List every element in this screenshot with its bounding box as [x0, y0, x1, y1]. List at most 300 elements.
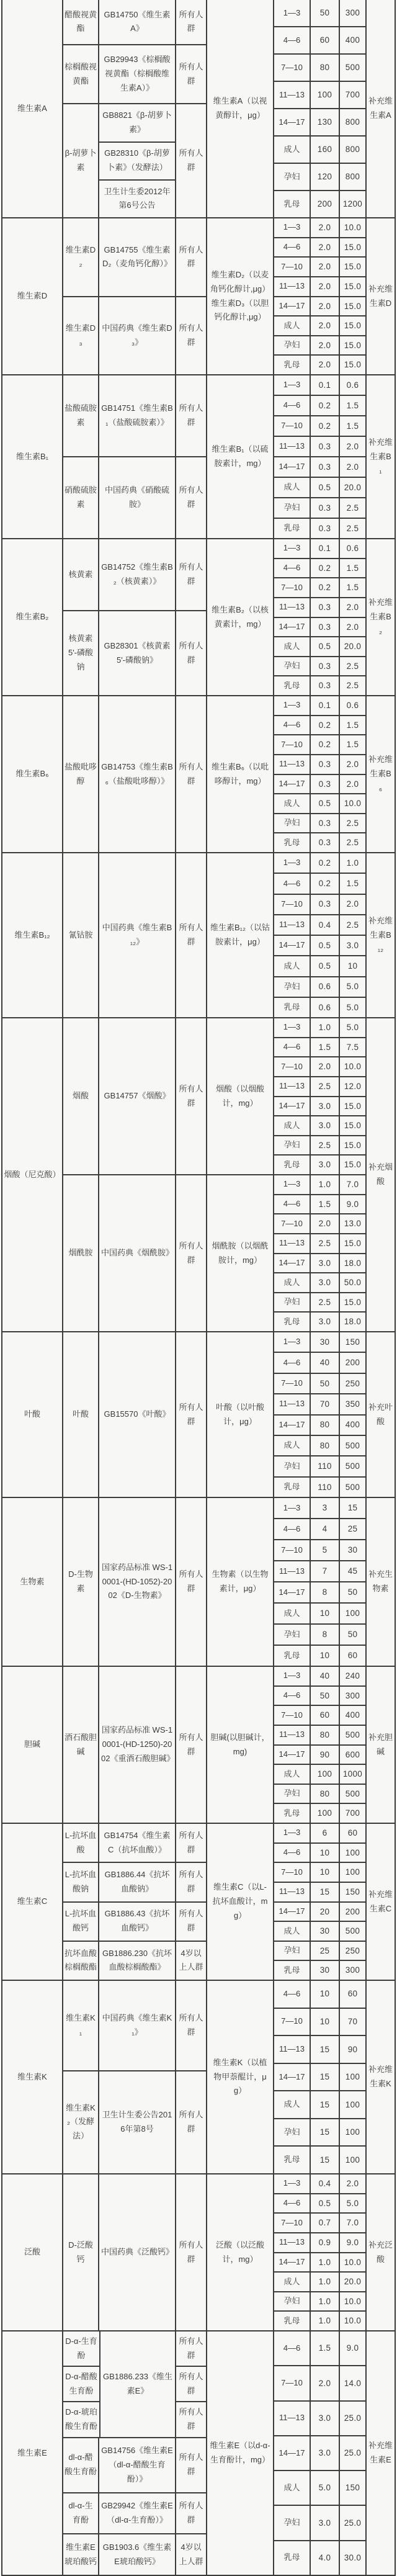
- data-row: [274, 715, 365, 735]
- max-value-cell: 15.0: [344, 321, 362, 331]
- age-group-cell: 乳母: [274, 1156, 311, 1174]
- compound-row: [63, 103, 206, 217]
- unit-cell: 生物素（以生物素计，μg）: [207, 1498, 274, 1666]
- max-value-cell: 18.0: [344, 1258, 362, 1268]
- data-row: [274, 2271, 365, 2291]
- unit-cell: 维生素B₁（以硫胺素计，mg）: [207, 375, 274, 538]
- min-value-cell: 3.0: [311, 2402, 340, 2435]
- section-body: [63, 2174, 367, 2330]
- max-value-cell: 150: [345, 2483, 360, 2493]
- age-group-cell: 乳母: [274, 676, 311, 695]
- max-value-cell: 15.0: [344, 1121, 362, 1131]
- population-cell: 所有人群: [179, 148, 203, 173]
- max-value-cell: 700: [345, 1808, 360, 1818]
- max-value-cell: 25.0: [344, 2448, 362, 2458]
- subsection: [63, 1824, 367, 1980]
- standard-cell: GB1886.43《抗坏血酸钙》: [99, 1903, 176, 1941]
- population-cell: 所有人群: [179, 562, 203, 586]
- standard-cell: GB29943《棕榈酸视黄酯（棕榈酸维生素A）》: [99, 45, 176, 104]
- data-row: [274, 2008, 365, 2035]
- compound-cell: 维生素D₂: [63, 218, 99, 296]
- min-value-cell: 3.0: [311, 1273, 340, 1292]
- max-value-cell: 25.0: [344, 2413, 362, 2423]
- data-row: [274, 135, 365, 163]
- compound-cell: 核黄素: [63, 539, 99, 610]
- max-value-cell: 5.0: [346, 982, 359, 992]
- data-row: [274, 1476, 365, 1497]
- min-value-cell: 0.2: [311, 559, 340, 578]
- population-cell: 4岁以上人群: [179, 2542, 203, 2566]
- populations-stack: [176, 2331, 206, 2437]
- subsection: [63, 853, 367, 1017]
- standard-cell: 中国药典《维生素B₁₂》: [99, 853, 176, 1017]
- data-row: [274, 2252, 365, 2272]
- max-value-cell: 2.5: [346, 818, 359, 828]
- nutrient-section: [2, 375, 395, 539]
- data-row: [274, 1393, 365, 1414]
- data-row: [274, 1960, 365, 1980]
- min-value-cell: 7: [311, 1561, 340, 1581]
- standard-cell: GB28310《β-胡萝卜素》（发酵法）: [99, 141, 175, 179]
- subsection: [63, 1018, 367, 1174]
- compound-block: [63, 1498, 207, 1666]
- age-group-cell: 7—10: [274, 1540, 311, 1560]
- min-value-cell: 2.0: [311, 356, 340, 374]
- age-group-cell: 4—6: [274, 1981, 311, 2008]
- nutrient-section: [2, 2174, 395, 2331]
- min-value-cell: 10: [311, 2009, 340, 2035]
- standard-cell: 中国药典《维生素K₁》: [99, 1981, 176, 2070]
- max-value-cell: 50: [347, 1630, 358, 1640]
- age-group-cell: 成人: [274, 1765, 311, 1784]
- nutrient-cell: 维生素C: [2, 1824, 63, 1980]
- data-row: [274, 558, 365, 578]
- age-group-cell: 乳母: [274, 2541, 311, 2575]
- max-value-cell: 14.0: [344, 2378, 362, 2388]
- data-row: [274, 1941, 365, 1960]
- age-group-cell: 11—13: [274, 1561, 311, 1581]
- max-value-cell: 15.0: [344, 1140, 362, 1150]
- min-value-cell: 3.0: [311, 1254, 340, 1273]
- compound-row: [63, 2070, 206, 2173]
- data-row: [274, 675, 365, 695]
- unit-cell: 维生素B₆（以吡哆醇计，mg）: [207, 696, 274, 852]
- nutrient-section: [2, 2331, 395, 2576]
- age-group-cell: 14—17: [274, 1903, 311, 1921]
- min-value-cell: 4: [311, 1519, 340, 1539]
- age-group-cell: 1—3: [274, 1824, 311, 1842]
- data-row: [274, 1272, 365, 1292]
- max-value-cell: 15.0: [344, 301, 362, 311]
- max-value-cell: 300: [345, 8, 360, 18]
- age-group-cell: 乳母: [274, 1961, 311, 1980]
- compound-row: [63, 1901, 206, 1941]
- data-row: [274, 296, 365, 316]
- data-row: [274, 256, 365, 276]
- standard-cell: GB28301《核黄素5'-磷酸钠》: [99, 611, 176, 695]
- data-row: [274, 1435, 365, 1455]
- compound-cell: 棕榈酸视黄酯: [63, 45, 99, 104]
- max-value-cell: 0.6: [346, 701, 359, 710]
- nutrient-cell: 维生素E: [2, 2331, 63, 2575]
- age-group-cell: 4—6: [274, 1519, 311, 1539]
- section-body: [63, 1018, 367, 1331]
- max-value-cell: 15.0: [344, 262, 362, 272]
- data-row: [274, 1056, 365, 1076]
- data-row: [274, 2310, 365, 2330]
- max-value-cell: 800: [345, 172, 360, 182]
- data-row: [274, 1744, 365, 1764]
- age-value-block: [274, 539, 367, 695]
- compound-cell: 盐酸吡哆醇: [63, 696, 99, 852]
- max-value-cell: 5.0: [346, 2198, 359, 2208]
- data-row: [274, 2505, 365, 2539]
- section-body: [63, 539, 367, 695]
- standard-cell: GB14753《维生素B₆（盐酸吡哆醇）》: [99, 696, 176, 852]
- compound-cell: D-α-醋酸生育酚: [63, 2366, 99, 2401]
- max-value-cell: 10.0: [344, 799, 362, 809]
- data-row: [274, 894, 365, 914]
- max-value-cell: 60: [347, 1651, 358, 1661]
- max-value-cell: 25.0: [344, 2518, 362, 2528]
- min-value-cell: 2.0: [311, 218, 340, 237]
- age-group-cell: 14—17: [274, 1416, 311, 1435]
- subsection: [63, 2174, 367, 2330]
- max-value-cell: 60: [347, 1828, 358, 1838]
- data-row: [274, 2291, 365, 2311]
- min-value-cell: 3: [311, 1498, 340, 1518]
- min-value-cell: 80: [311, 1436, 340, 1455]
- standard-cell: 卫生计生委2012年第6号公告: [99, 179, 175, 217]
- age-value-block: [274, 1981, 367, 2173]
- min-value-cell: 0.3: [311, 618, 340, 637]
- min-value-cell: 0.5: [311, 637, 340, 656]
- min-value-cell: 0.3: [311, 775, 340, 794]
- age-group-cell: 乳母: [274, 1313, 311, 1331]
- max-value-cell: 12.0: [344, 1081, 362, 1091]
- data-row: [274, 997, 365, 1017]
- min-value-cell: 0.3: [311, 598, 340, 617]
- compound-row: [63, 2331, 206, 2437]
- population-cell: 所有人群: [179, 2013, 203, 2037]
- age-group-cell: 乳母: [274, 833, 311, 852]
- compound-cell: 盐酸硫胺素: [63, 375, 99, 456]
- population-cell: 所有人群: [179, 761, 203, 786]
- min-value-cell: 0.3: [311, 657, 340, 676]
- age-group-cell: 成人: [274, 794, 311, 813]
- standard-cell: GB14750《维生素A》: [99, 0, 176, 44]
- min-value-cell: 50: [311, 0, 340, 26]
- age-group-cell: 4—6: [274, 716, 311, 735]
- population-cell: 所有人群: [179, 1084, 203, 1108]
- compound-cell: 叶酸: [63, 1332, 99, 1497]
- population-cell: 所有人群: [179, 1732, 203, 1756]
- age-group-cell: 11—13: [274, 1883, 311, 1901]
- min-value-cell: 0.2: [311, 416, 340, 436]
- nutrient-cell: 胆碱: [2, 1667, 63, 1823]
- function-cell: 补充维生素B₁₂: [368, 915, 393, 954]
- max-value-cell: 800: [345, 117, 360, 127]
- age-group-cell: 7—10: [274, 1057, 311, 1076]
- population-cell: 所有人群: [179, 323, 203, 347]
- age-group-cell: 成人: [274, 1273, 311, 1292]
- max-value-cell: 10.0: [344, 223, 362, 232]
- compound-row: [63, 1667, 206, 1823]
- max-value-cell: 500: [345, 1730, 360, 1739]
- function-cell: 补充维生素B₆: [368, 755, 393, 792]
- nutrient-cell: 生物素: [2, 1498, 63, 1666]
- age-group-cell: 7—10: [274, 1863, 311, 1882]
- data-row: [274, 2193, 365, 2213]
- min-value-cell: 5.0: [311, 2471, 340, 2505]
- standard-cell: GB14751《维生素B₁（盐酸硫胺素）》: [99, 375, 176, 456]
- subsection: [63, 1174, 367, 1331]
- standard-cell: GB14757《烟酸》: [99, 1018, 176, 1174]
- standard-cell: 中国药典《烟酰胺》: [99, 1175, 176, 1331]
- age-group-cell: 1—3: [274, 696, 311, 715]
- compound-cell: 硝酸硫胺素: [63, 457, 99, 538]
- min-value-cell: 15: [311, 2119, 340, 2146]
- standard-cell: GB1886.230《抗坏血酸棕榈酸酯》: [99, 1942, 176, 1980]
- age-group-cell: 11—13: [274, 2036, 311, 2063]
- section-body: [63, 1667, 367, 1823]
- data-row: [274, 636, 365, 656]
- max-value-cell: 15.0: [344, 340, 362, 350]
- min-value-cell: 0.3: [311, 833, 340, 852]
- compound-cell: dl-α-生育酚: [63, 2493, 99, 2534]
- standard-cell: 卫生计生委公告2016年第8号: [99, 2071, 176, 2173]
- age-group-cell: 4—6: [274, 1038, 311, 1057]
- max-value-cell: 5.0: [346, 1002, 359, 1012]
- age-group-cell: 4—6: [274, 1195, 311, 1214]
- compounds-stack: [63, 2331, 100, 2437]
- min-value-cell: 4.0: [311, 2541, 340, 2575]
- data-row: [274, 2118, 365, 2146]
- min-value-cell: 0.5: [311, 794, 340, 813]
- age-group-cell: 孕妇: [274, 2119, 311, 2146]
- data-row: [274, 1154, 365, 1174]
- standard-cell: GB15570《叶酸》: [99, 1332, 176, 1497]
- data-row: [274, 734, 365, 754]
- max-value-cell: 70: [347, 2017, 358, 2027]
- max-value-cell: 2.0: [346, 602, 359, 612]
- function-cell: 补充维生素C: [368, 1889, 393, 1913]
- max-value-cell: 1.5: [346, 583, 359, 593]
- function-cell: 补充维生素B₂: [368, 598, 393, 635]
- age-group-cell: 11—13: [274, 755, 311, 774]
- max-value-cell: 15.0: [344, 1297, 362, 1307]
- age-group-cell: 成人: [274, 2471, 311, 2505]
- compound-cell: β-胡萝卜素: [63, 104, 99, 217]
- data-row: [274, 2365, 365, 2400]
- compound-row: [63, 1498, 206, 1666]
- function-cell: 补充泛酸: [368, 2240, 393, 2264]
- nutrient-cell: 维生素B₁₂: [2, 853, 63, 1017]
- section-body: [63, 853, 367, 1017]
- min-value-cell: 0.3: [311, 498, 340, 518]
- function-cell: 补充维生素K: [368, 2065, 393, 2088]
- data-row: [274, 315, 365, 335]
- data-row: [274, 276, 365, 296]
- min-value-cell: 1.0: [311, 1175, 340, 1194]
- age-group-cell: 成人: [274, 637, 311, 656]
- max-value-cell: 45: [347, 1566, 358, 1576]
- max-value-cell: 500: [345, 1440, 360, 1450]
- age-group-cell: 乳母: [274, 1646, 311, 1666]
- function-cell: 补充维生素A: [368, 96, 393, 120]
- min-value-cell: 0.5: [311, 936, 340, 955]
- data-row: [274, 375, 365, 395]
- max-value-cell: 50: [347, 1587, 358, 1597]
- age-group-cell: 14—17: [274, 1254, 311, 1273]
- min-value-cell: 0.3: [311, 437, 340, 456]
- min-value-cell: 1.0: [311, 2253, 340, 2272]
- data-row: [274, 1253, 365, 1273]
- age-value-block: [274, 0, 367, 217]
- min-value-cell: 40: [311, 1353, 340, 1372]
- population-cell: 4岁以上人群: [179, 1948, 203, 1972]
- data-row: [274, 1725, 365, 1744]
- data-row: [274, 1842, 365, 1862]
- min-value-cell: 2.5: [311, 1077, 340, 1096]
- section-body: [63, 1981, 367, 2173]
- min-value-cell: 0.3: [311, 814, 340, 833]
- max-value-cell: 1.5: [346, 400, 359, 410]
- age-value-block: [274, 218, 367, 374]
- max-value-cell: 150: [345, 1887, 360, 1896]
- data-row: [274, 1352, 365, 1372]
- age-group-cell: 孕妇: [274, 1136, 311, 1155]
- data-row: [274, 976, 365, 997]
- age-group-cell: 1—3: [274, 1332, 311, 1352]
- data-row: [274, 1539, 365, 1560]
- population-cell: 所有人群: [179, 2453, 203, 2477]
- age-group-cell: 乳母: [274, 191, 311, 217]
- age-group-cell: 11—13: [274, 2233, 311, 2252]
- age-group-cell: 7—10: [274, 2214, 311, 2232]
- data-row: [274, 935, 365, 955]
- max-value-cell: 1200: [342, 199, 363, 209]
- age-value-block: [274, 696, 367, 852]
- max-value-cell: 1.5: [346, 720, 359, 730]
- age-group-cell: 乳母: [274, 1478, 311, 1497]
- max-value-cell: 2.0: [346, 779, 359, 789]
- max-value-cell: 15.0: [344, 1238, 362, 1248]
- compound-row: [63, 696, 206, 852]
- compound-row: [63, 218, 206, 296]
- age-group-cell: 11—13: [274, 1077, 311, 1096]
- data-row: [274, 1096, 365, 1116]
- population-cell: 所有人群: [179, 2240, 203, 2264]
- min-value-cell: 100: [311, 1804, 340, 1823]
- nutrient-section: [2, 1981, 395, 2174]
- age-group-cell: 1—3: [274, 375, 311, 395]
- min-value-cell: 80: [311, 1726, 340, 1744]
- data-row: [274, 577, 365, 597]
- data-row: [274, 0, 365, 26]
- population-cell: 所有人群: [179, 923, 203, 946]
- age-group-cell: 14—17: [274, 109, 311, 135]
- age-group-cell: 1—3: [274, 539, 311, 558]
- data-row: [274, 832, 365, 852]
- min-value-cell: 40: [311, 1667, 340, 1685]
- age-group-cell: 14—17: [274, 1746, 311, 1764]
- compound-row: [63, 375, 206, 456]
- data-row: [274, 2145, 365, 2173]
- nutrient-section: [2, 1667, 395, 1824]
- min-value-cell: 3.0: [311, 1313, 340, 1331]
- data-row: [274, 539, 365, 558]
- min-value-cell: 10: [311, 1863, 340, 1882]
- age-group-cell: 1—3: [274, 1175, 311, 1194]
- min-value-cell: 130: [311, 109, 340, 135]
- data-row: [274, 2232, 365, 2252]
- min-value-cell: 0.2: [311, 735, 340, 754]
- min-value-cell: 2.5: [311, 1234, 340, 1253]
- data-row: [274, 1667, 365, 1685]
- compound-row: [63, 1824, 206, 1862]
- data-row: [274, 1882, 365, 1901]
- age-group-cell: 成人: [274, 478, 311, 497]
- compound-row: [63, 1862, 206, 1901]
- age-group-cell: 孕妇: [274, 1785, 311, 1803]
- compound-row: [63, 1941, 206, 1980]
- function-cell: 补充维生素E: [368, 2441, 393, 2464]
- data-row: [274, 1705, 365, 1725]
- age-group-cell: 成人: [274, 316, 311, 335]
- age-group-cell: 14—17: [274, 2064, 311, 2091]
- age-group-cell: 成人: [274, 1116, 311, 1135]
- min-value-cell: 0.3: [311, 895, 340, 914]
- unit-cell: 维生素B₂（以核黄素计，mg）: [207, 539, 274, 695]
- compound-row: [63, 1018, 206, 1174]
- min-value-cell: 0.2: [311, 578, 340, 597]
- max-value-cell: 7.5: [346, 1042, 359, 1052]
- age-group-cell: 4—6: [274, 2194, 311, 2213]
- age-group-cell: 14—17: [274, 1097, 311, 1116]
- min-value-cell: 0.7: [311, 2214, 340, 2232]
- max-value-cell: 400: [345, 35, 360, 45]
- age-group-cell: 孕妇: [274, 2292, 311, 2311]
- compound-row: [63, 296, 206, 375]
- population-cell: 所有人群: [179, 9, 203, 34]
- data-row: [274, 335, 365, 355]
- max-value-cell: 200: [345, 1906, 360, 1916]
- min-value-cell: 0.1: [311, 539, 340, 558]
- age-group-cell: 成人: [274, 2091, 311, 2118]
- min-value-cell: 80: [311, 55, 340, 81]
- data-row: [274, 53, 365, 81]
- standard-cell: 中国药典《硝酸硫胺》: [99, 457, 176, 538]
- min-value-cell: 0.6: [311, 977, 340, 997]
- max-value-cell: 2.0: [346, 462, 359, 472]
- max-value-cell: 13.0: [344, 1219, 362, 1229]
- function-cell: 补充维生素B₁: [368, 437, 393, 475]
- standard-cell: GB14755《维生素D₂（麦角钙化醇）》: [99, 218, 176, 296]
- compound-row: [63, 2437, 206, 2492]
- min-value-cell: 2.0: [311, 277, 340, 296]
- subsection: [63, 218, 367, 374]
- data-row: [274, 774, 365, 794]
- standard-cell: GB1903.6《维生素E琥珀酸钙》: [99, 2534, 176, 2575]
- min-value-cell: 25: [311, 1942, 340, 1960]
- max-value-cell: 25: [347, 1524, 358, 1534]
- age-group-cell: 11—13: [274, 1234, 311, 1253]
- compound-cell: 维生素E琥珀酸钙: [63, 2534, 99, 2575]
- min-value-cell: 3.0: [311, 1097, 340, 1116]
- max-value-cell: 200: [345, 1358, 360, 1368]
- min-value-cell: 120: [311, 164, 340, 190]
